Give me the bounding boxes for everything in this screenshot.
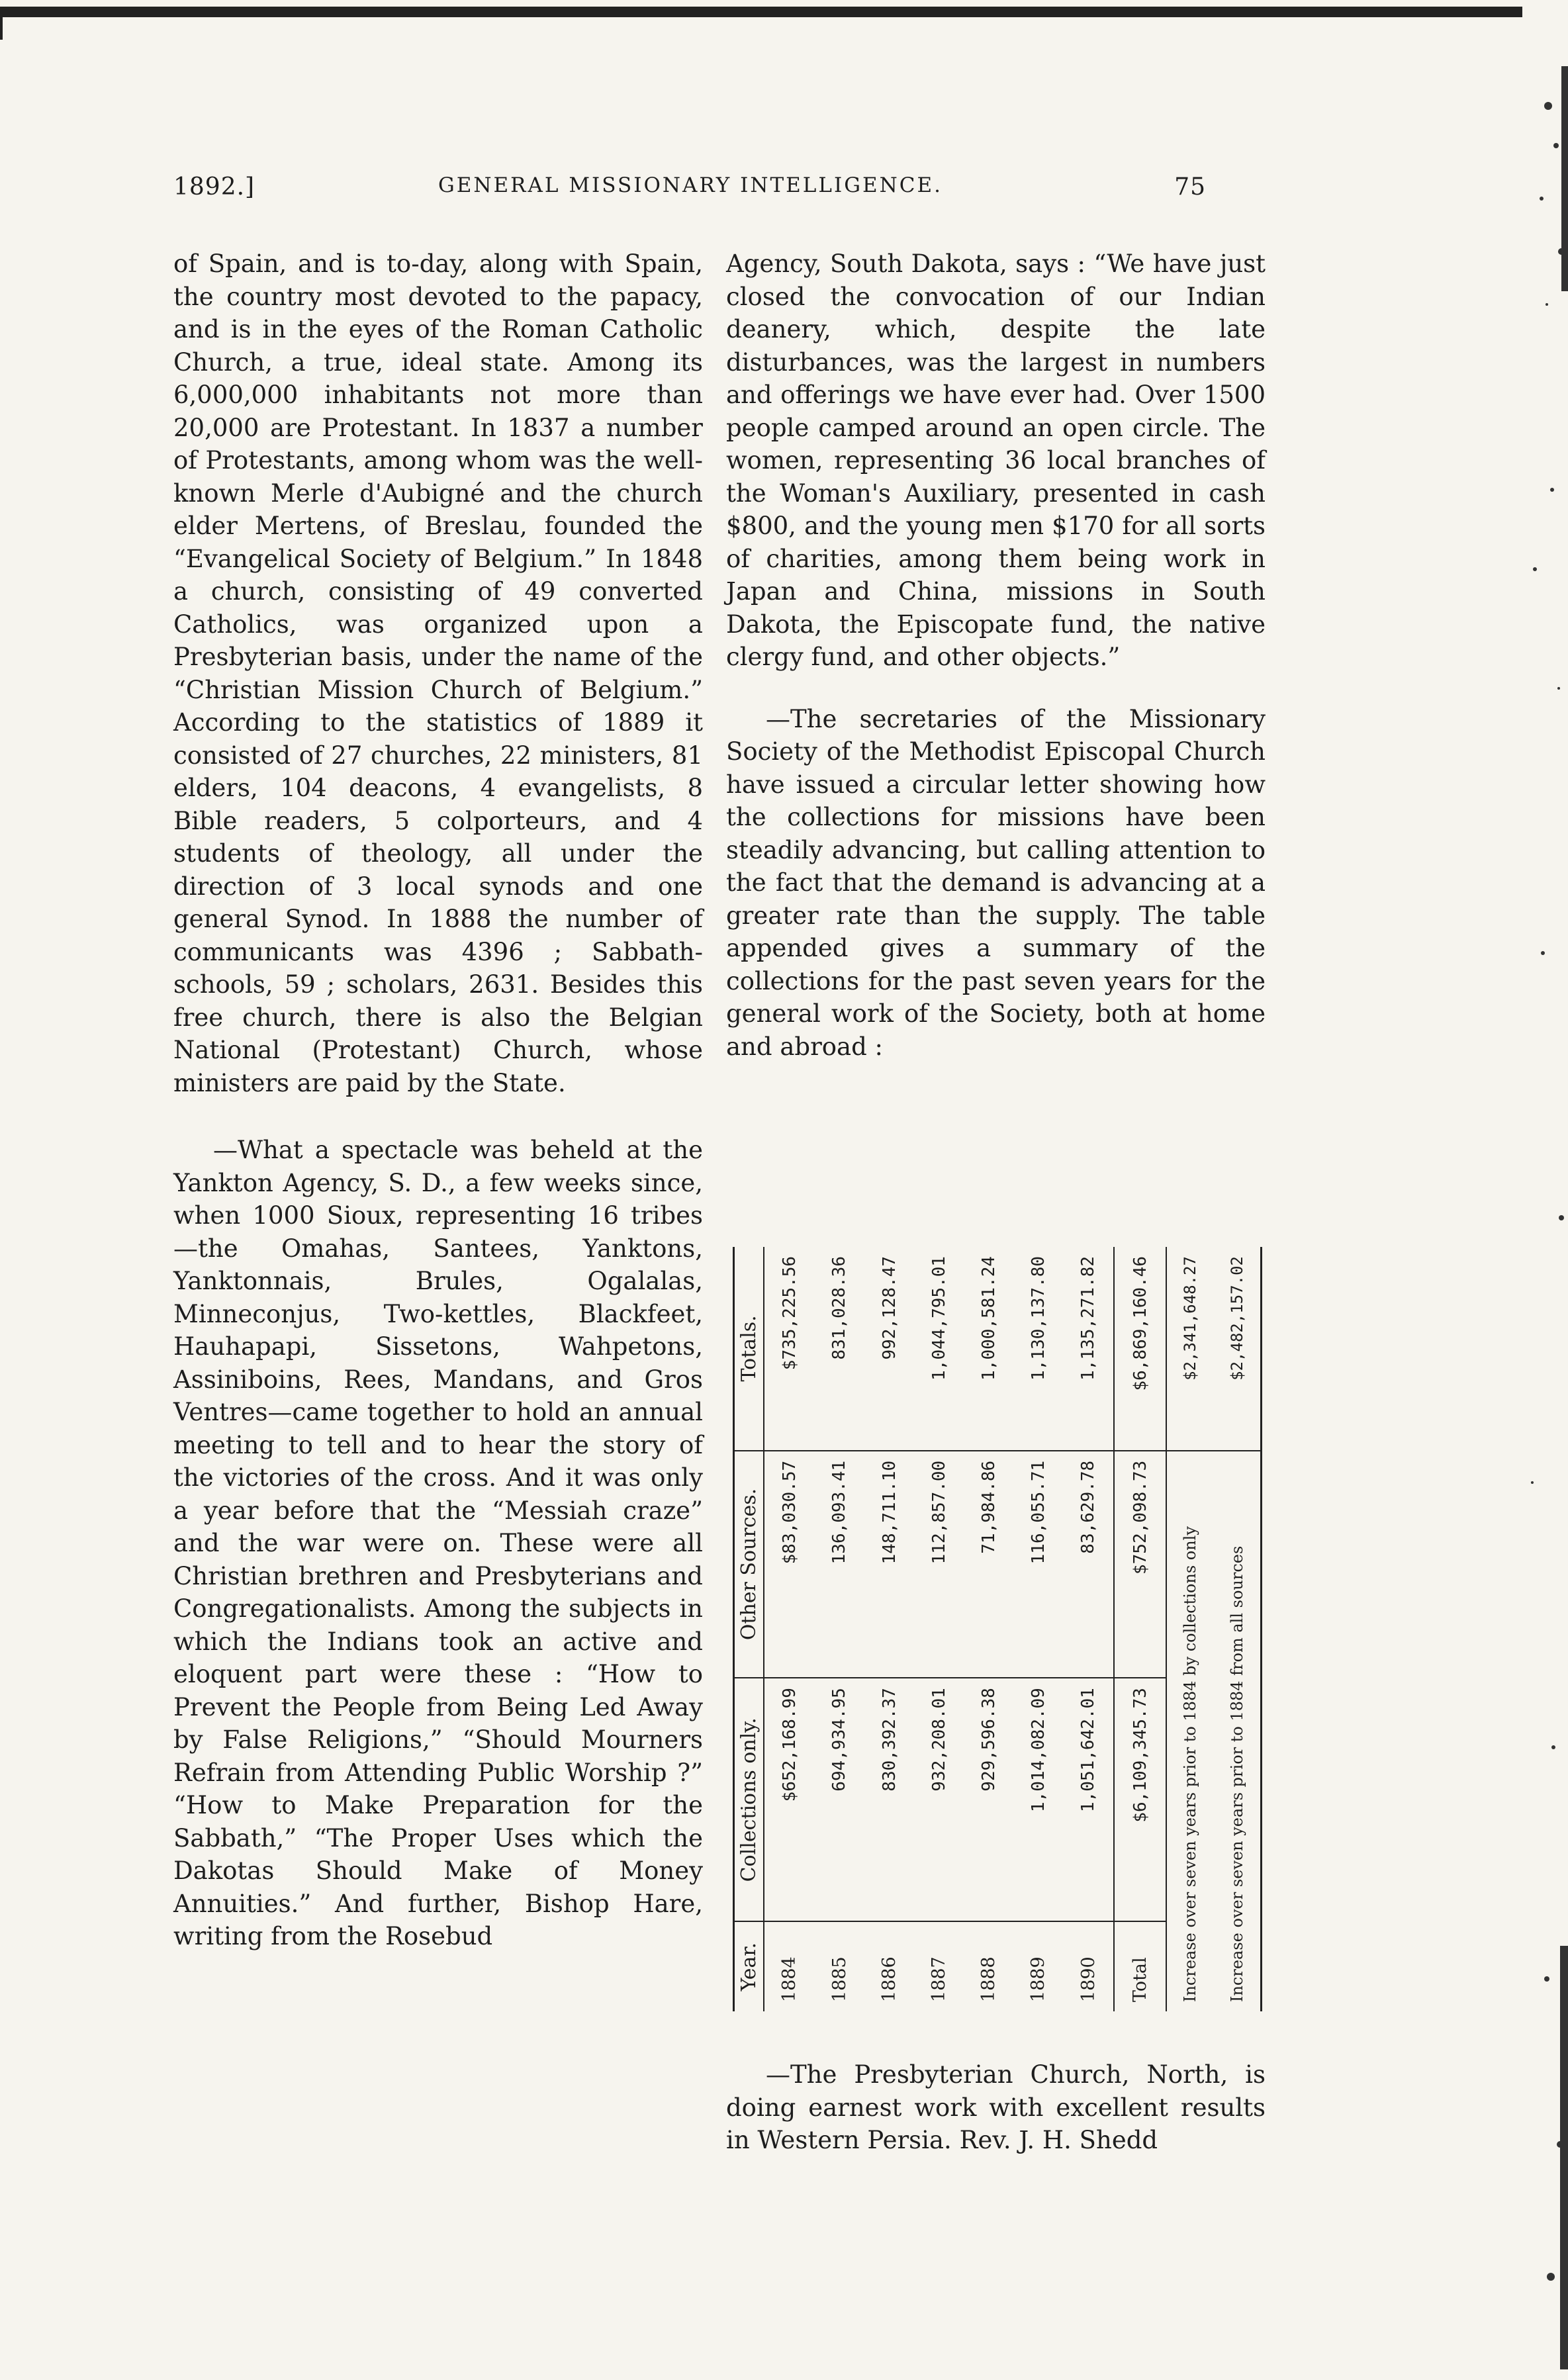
table-row: [1013, 1247, 1063, 2011]
cell-total: 831,028.36: [815, 1247, 864, 1451]
cell-collections: 929,596.38: [964, 1678, 1013, 1921]
cell-other: 136,093.41: [815, 1451, 864, 1678]
paragraph-methodist: —The secretaries of the Missionary Society of the Methodist Episcopal Church have issued a circular letter showing how the collections for missions have been steadily advancing, but calling attention to the fact that the demand is advancing at a greater rate than the supply. The table appended gives a summary of the collections for the past seven years for the general work of the Society, both at home and abroad :: [726, 704, 1266, 1061]
col-header-other: Other Sources.: [734, 1451, 764, 1678]
paragraph-rosebud: Agency, South Dakota, says : “We have just closed the convocation of our Indian deanery, which, despite the late disturbances, was the largest in numbers and offerings we have ever had. Over 1500 people camped around an open circle. The women, representing 36 local branches of the Woman's Auxiliary, presented in cash $800, and the young men $170 for all sorts of charities, among them being work in Japan and China, missions in South Dakota, the Episcopate fund, the native clergy fund, and other objects.”: [726, 250, 1266, 671]
cell-year: 1889: [1028, 1956, 1049, 2002]
top-border-corner: [0, 13, 42, 40]
cell-total-label: Total: [1114, 1921, 1166, 2011]
cell-collections: 1,014,082.09: [1013, 1678, 1063, 1921]
left-column: [173, 248, 703, 1953]
running-header: [173, 173, 1206, 213]
cell-collections: $652,168.99: [764, 1678, 815, 1921]
scanned-edge-specks: [1469, 26, 1568, 2376]
cell-other: 83,629.78: [1063, 1451, 1114, 1678]
cell-year: 1888: [978, 1956, 999, 2002]
col-header-collections: Collections only.: [734, 1678, 764, 1921]
table-row: [964, 1247, 1013, 2011]
cell-total: 1,130,137.80: [1013, 1247, 1063, 1451]
cell-total-other: $752,098.73: [1114, 1451, 1166, 1678]
paragraph-belgium: of Spain, and is to-day, along with Spain, the country most devoted to the papacy, and is in the eyes of the Roman Catholic Church, a true, ideal state. Among its 6,000,000 inhabitants not more than 20,000 are Protestant. In 1837 a number of Protestants, among whom was the well-known Merle d'Aubigné and the church elder Mertens, of Breslau, founded the “Evangelical Society of Belgium.” In 1848 a church, consisting of 49 converted Catholics, was organized upon a Presbyterian basis, under the name of the “Christian Mission Church of Belgium.” According to the statistics of 1889 it consisted of 27 churches, 22 ministers, 81 elders, 104 deacons, 4 evangelists, 8 Bible readers, 5 colporteurs, and 4 students of theology, all under the direction of 3 local synods and one general Synod. In 1888 the number of communicants was 4396 ; Sabbath-schools, 59 ; scholars, 2631. Besides this free church, there is also the Belgian National (Protestant) Church, whose ministers are paid by the State.: [173, 250, 703, 1097]
right-column-bottom: [726, 2058, 1266, 2157]
paragraph-yankton: —What a spectacle was beheld at the Yankton Agency, S. D., a few weeks since, when 1000 Sioux, representing 16 tribes—the Omahas, Santees, Yanktons, Yanktonnais, Brules, Ogalalas, Minneconjus, Two-kettles, Blackfeet, Hauhapapi, Sissetons, Wahpetons, Assiniboins, Rees, Mandans, and Gros Ventres—came together to hold an annual meeting to tell and to hear the story of the victories of the cross. And it was only a year before that the “Messiah craze” and the war were on. These were all Christian brethren and Presbyterians and Congregationalists. Among the subjects in which the Indians took an active and eloquent part were these : “How to Prevent the People from Being Led Away by False Religions,” “Should Mourners Refrain from Attending Public Worship ?” “How to Make Preparation for the Sabbath,” “The Proper Uses which the Dakotas Should Make of Money Annuities.” And further, Bishop Hare, writing from the Rosebud: [173, 1136, 703, 1950]
cell-total: 1,135,271.82: [1063, 1247, 1114, 1451]
cell-increase-all-value: $2,482,157.02: [1213, 1247, 1261, 1451]
header-year: 1892.]: [173, 173, 255, 201]
collections-table: [733, 1247, 1262, 2011]
col-header-year: Year.: [734, 1921, 764, 2011]
collections-table-frame: [733, 1247, 1262, 2011]
cell-collections: 694,934.95: [815, 1678, 864, 1921]
table-increase-row: [1166, 1247, 1213, 2011]
table-increase-row: [1213, 1247, 1261, 2011]
table-row: [864, 1247, 914, 2011]
cell-total: 992,128.47: [864, 1247, 914, 1451]
cell-other: $83,030.57: [764, 1451, 815, 1678]
cell-other: 112,857.00: [914, 1451, 964, 1678]
cell-increase-all-label: Increase over seven years prior to 1884 from all sources: [1227, 1545, 1246, 2002]
cell-total: 1,044,795.01: [914, 1247, 964, 1451]
table-header-row: [734, 1247, 764, 2011]
page-number: 75: [1174, 173, 1206, 201]
cell-year: 1887: [929, 1956, 950, 2002]
table-row: [1063, 1247, 1114, 2011]
cell-year: 1884: [779, 1956, 800, 2002]
cell-total: $735,225.56: [764, 1247, 815, 1451]
paragraph-presbyterian: —The Presbyterian Church, North, is doing earnest work with excellent results in Western Persia. Rev. J. H. Shedd: [726, 2060, 1266, 2154]
cell-other: 71,984.86: [964, 1451, 1013, 1678]
cell-year: 1886: [879, 1956, 900, 2002]
header-title: GENERAL MISSIONARY INTELLIGENCE.: [438, 173, 943, 197]
cell-total-collections: $6,109,345.73: [1114, 1678, 1166, 1921]
cell-other: 148,711.10: [864, 1451, 914, 1678]
top-border-rule: [0, 7, 1522, 17]
cell-collections: 1,051,642.01: [1063, 1678, 1114, 1921]
cell-total-total: $6,869,160.46: [1114, 1247, 1166, 1451]
cell-collections: 932,208.01: [914, 1678, 964, 1921]
cell-total: 1,000,581.24: [964, 1247, 1013, 1451]
table-total-row: [1114, 1247, 1166, 2011]
cell-other: 116,055.71: [1013, 1451, 1063, 1678]
table-row: [764, 1247, 815, 2011]
table-row: [815, 1247, 864, 2011]
cell-year: 1890: [1078, 1956, 1099, 2002]
cell-year: 1885: [829, 1956, 850, 2002]
col-header-totals: Totals.: [734, 1247, 764, 1451]
table-row: [914, 1247, 964, 2011]
right-column: [726, 248, 1266, 1063]
collections-table-rotated: [733, 1247, 1262, 2011]
cell-collections: 830,392.37: [864, 1678, 914, 1921]
cell-increase-collections-label: Increase over seven years prior to 1884 by collections only: [1181, 1526, 1200, 2002]
cell-increase-collections-value: $2,341,648.27: [1166, 1247, 1213, 1451]
